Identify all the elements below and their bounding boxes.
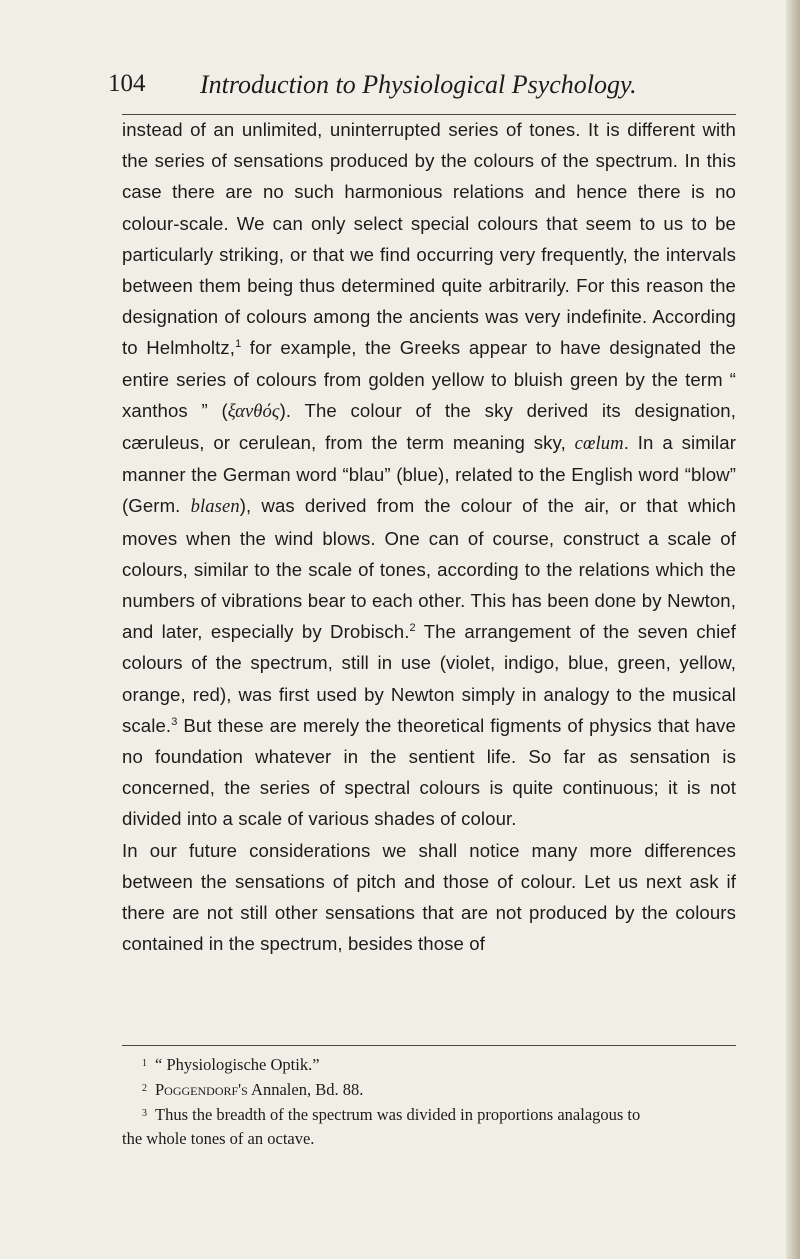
running-title: Introduction to Physiological Psychology.: [200, 70, 637, 99]
footnote-text: Thus the breadth of the spectrum was divided in proportions analagous to: [155, 1105, 641, 1124]
footnote-author: Poggendorf's: [155, 1080, 248, 1099]
footnote-mark: 1: [142, 1058, 147, 1069]
footnote-mark: 3: [142, 1108, 147, 1119]
body-text: [122, 114, 736, 959]
footnote-text: Annalen, Bd. 88.: [247, 1080, 364, 1099]
footnote-mark: 2: [142, 1083, 147, 1094]
footnote-3: [122, 1102, 736, 1127]
footnote-2: [122, 1077, 736, 1102]
text-run: But these are merely the theoretical figments of physics that have no foundation whatever in the sentient life. So far as sensation is concerned, the series of spectral colours is quite continuous; it is not divided into a scale of various shades of colour.: [122, 714, 736, 830]
footnote-text: “ Physiologische Optik.”: [155, 1055, 320, 1074]
footnote-ref-3: 3: [171, 715, 178, 728]
text-run: . In a similar manner the German word “blau” (blue), related to the English word “blow” (Germ.: [122, 432, 736, 517]
text-run: ), was derived from the colour of the air, or that which moves when the wind blows. One can of course, construct a scale of colours, similar to the scale of tones, according to the relations which the numbers of vibrations bear to each other. This has been done by Newton, and later, especially by Drobisch.: [122, 495, 736, 643]
running-header: [108, 70, 738, 110]
page-number: 104: [108, 70, 146, 97]
text-run: instead of an unlimited, uninterrupted series of tones. It is different with the series of sensations produced by the colours of the spectrum. In this case there are no such harmonious relations and hence there is no colour-scale. We can only select special colours that seem to us to be particularly striking, or that we find occurring very frequently, the intervals between them being thus determined quite arbitrarily. For this reason the designation of colours among the ancients was very indefinite. According to Helmholtz,: [122, 119, 736, 359]
footnote-ref-1: 1: [235, 338, 242, 351]
footnote-1: [122, 1052, 736, 1077]
latin-word: cœlum: [574, 433, 624, 455]
page-edge-shadow: [786, 0, 800, 1259]
footnote-3-continuation: the whole tones of an octave.: [122, 1129, 315, 1148]
footnote-rule: [122, 1045, 736, 1046]
greek-word: ξανθός: [227, 400, 280, 422]
text-run: ). The colour of the sky derived its designation, cæruleus, or cerulean, from the term meaning sky,: [122, 399, 736, 454]
footnotes: [122, 1052, 736, 1151]
paragraph-2: In our future considerations we shall notice many more differences between the sensations of pitch and those of colour. Let us next ask if there are not still other sensations that are not produced by the colours contained in the spectrum, besides those of: [122, 839, 736, 955]
footnote-ref-2: 2: [409, 622, 416, 635]
paragraph-1: [122, 114, 736, 835]
text-run: The arrangement of the seven chief colours of the spectrum, still in use (violet, indigo, blue, green, yellow, orange, red), was first used by Newton simply in analogy to the musical scale.: [122, 621, 737, 736]
german-word: blasen: [190, 496, 240, 518]
text-run: for example, the Greeks appear to have designated the entire series of colours from golden yellow to bluish green by the term “ xanthos ” (: [122, 337, 736, 421]
